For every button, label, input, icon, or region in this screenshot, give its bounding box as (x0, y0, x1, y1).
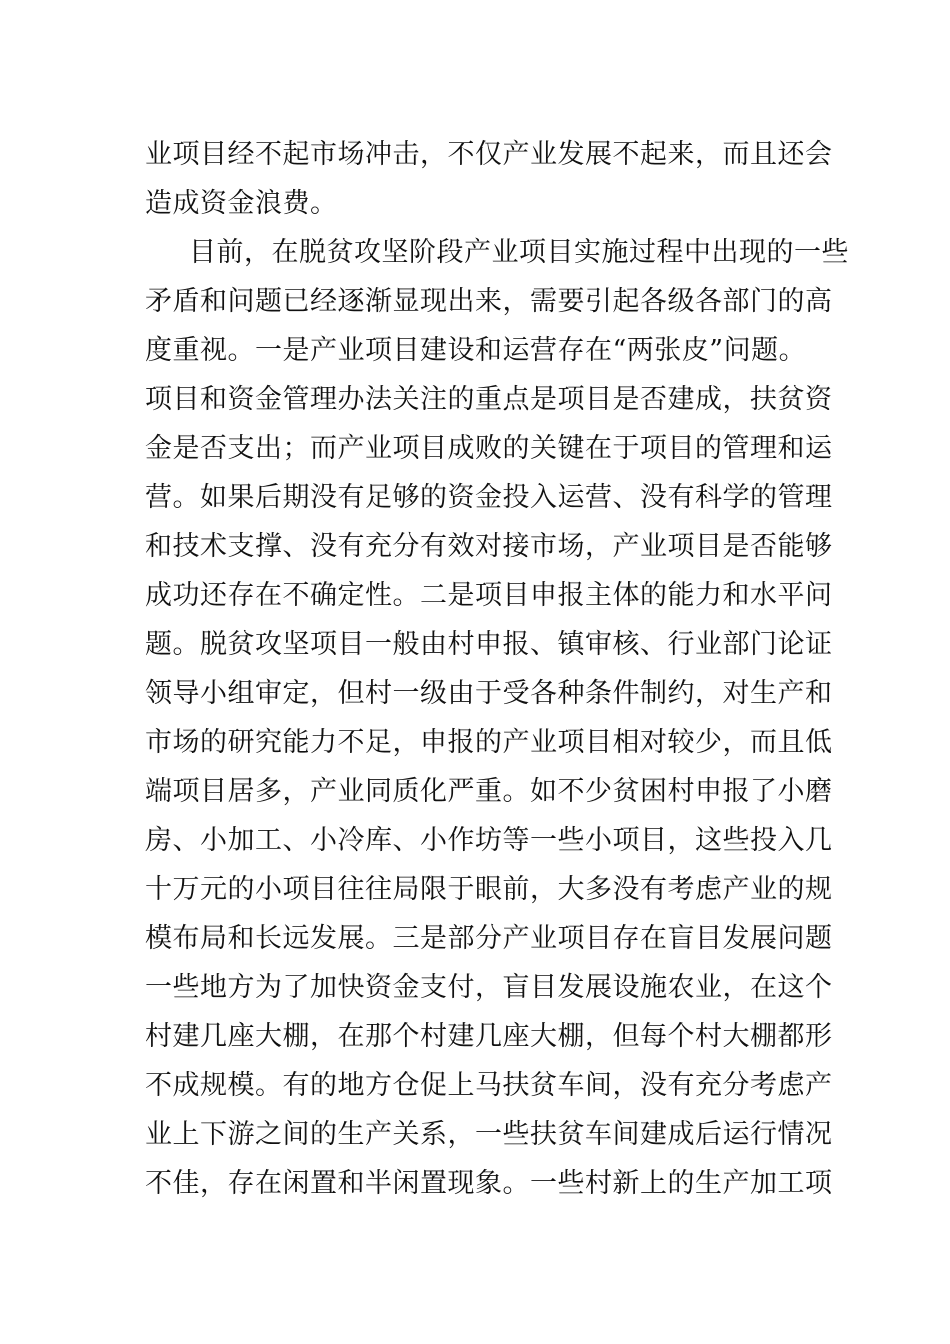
paragraph-first-line: 目前，在脱贫攻坚阶段产业项目实施过程中出现的一些 (189, 237, 849, 268)
text-line: 和技术支撑、没有充分有效对接市场，产业项目是否能够 (145, 531, 833, 562)
text-line: 端项目居多，产业同质化严重。如不少贫困村申报了小磨 (145, 776, 833, 807)
text-line: 领导小组审定，但村一级由于受各种条件制约，对生产和 (145, 678, 833, 709)
text-line: 市场的研究能力不足，申报的产业项目相对较少，而且低 (145, 727, 833, 758)
text-line: 不成规模。有的地方仓促上马扶贫车间，没有充分考虑产 (145, 1070, 833, 1101)
text-line: 矛盾和问题已经逐渐显现出来，需要引起各级各部门的高 (145, 286, 833, 317)
text-line: 房、小加工、小冷库、小作坊等一些小项目，这些投入几 (145, 825, 833, 856)
text-line: 村建几座大棚，在那个村建几座大棚，但每个村大棚都形 (145, 1021, 833, 1052)
body-text (145, 130, 849, 1208)
text-line: 营。如果后期没有足够的资金投入运营、没有科学的管理 (145, 482, 833, 513)
text-line: 业项目经不起市场冲击，不仅产业发展不起来，而且还会 (145, 139, 833, 170)
text-line: 十万元的小项目往往局限于眼前，大多没有考虑产业的规 (145, 874, 833, 905)
text-line: 业上下游之间的生产关系，一些扶贫车间建成后运行情况 (145, 1119, 833, 1150)
text-line: 度重视。一是产业项目建设和运营存在“两张皮”问题。 (145, 335, 807, 366)
text-line: 题。脱贫攻坚项目一般由村申报、镇审核、行业部门论证 (145, 629, 833, 660)
text-line: 模布局和长远发展。三是部分产业项目存在盲目发展问题 (145, 923, 833, 954)
text-line: 一些地方为了加快资金支付，盲目发展设施农业，在这个 (145, 972, 833, 1003)
text-line: 造成资金浪费。 (145, 188, 338, 219)
text-line: 不佳，存在闲置和半闲置现象。一些村新上的生产加工项 (145, 1168, 833, 1199)
text-line: 项目和资金管理办法关注的重点是项目是否建成，扶贫资 (145, 384, 833, 415)
text-line: 金是否支出；而产业项目成败的关键在于项目的管理和运 (145, 433, 833, 464)
text-line: 成功还存在不确定性。二是项目申报主体的能力和水平问 (145, 580, 833, 611)
